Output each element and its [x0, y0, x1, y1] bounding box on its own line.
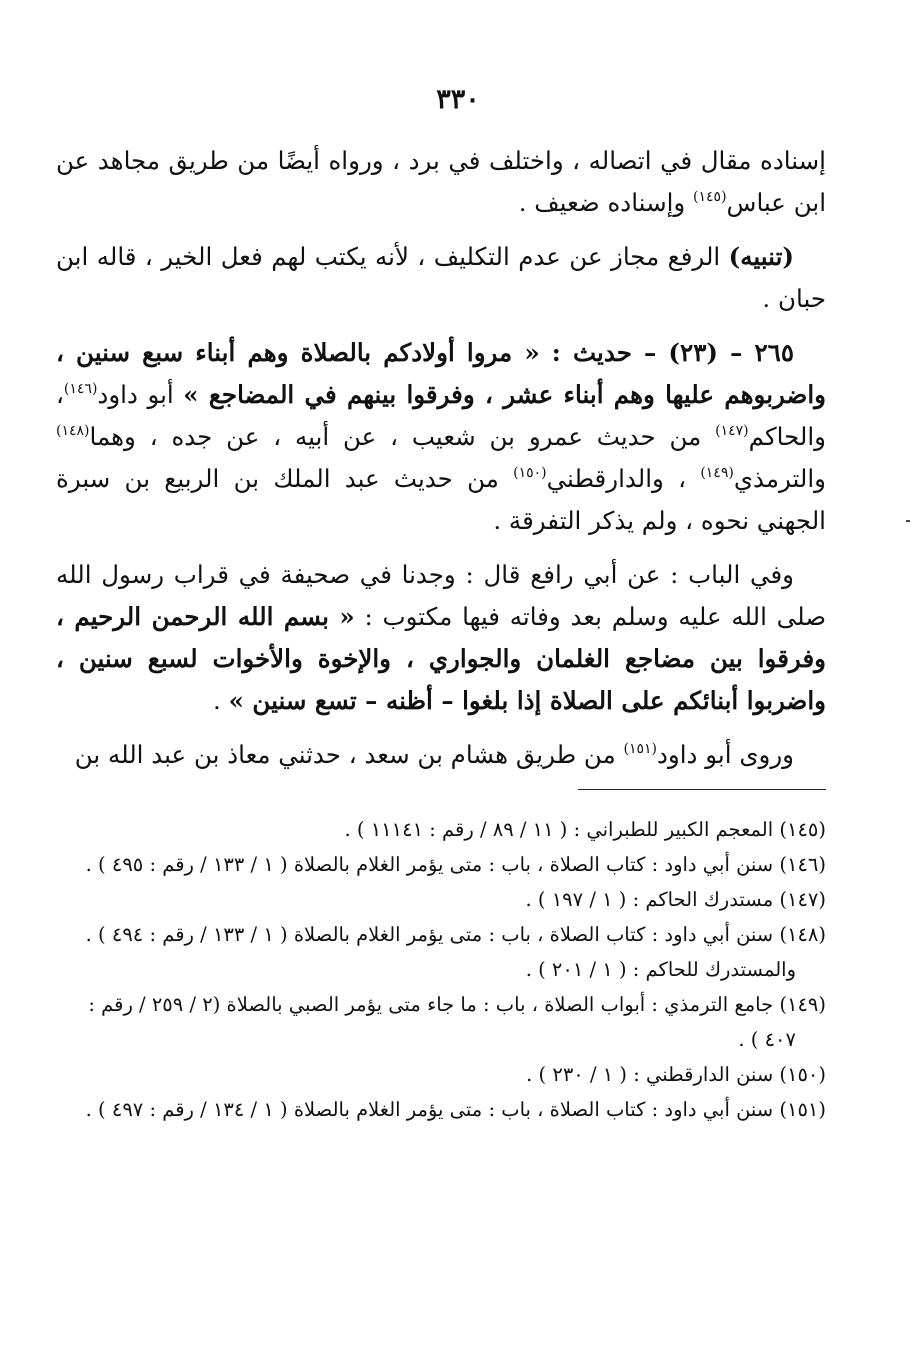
footnote-145: (١٤٥) المعجم الكبير للطبراني : ( ١١ / ٨٩ / رقم : ١١١٤١ ) . — [344, 818, 826, 841]
footnote-ref-145: (١٤٥) — [693, 189, 727, 205]
footnote-149: (١٤٩) جامع الترمذي : أبواب الصلاة ، باب : ما جاء متى يؤمر الصبي بالصلاة (٢ / ٢٥٩ / رقم : ٤٠٧ ) . — [88, 993, 826, 1051]
quoted-text: « بسم الله الرحمن الرحيم ، وفرقوا بين مضاجع الغلمان والجواري ، والإخوة والأخوات لسبع سنين ، واضربوا أبنائكم على الصلاة إذا بلغوا – أظنه – تسع سنين » — [56, 602, 826, 715]
paragraph-text: والترمذي — [733, 464, 826, 493]
main-text — [56, 140, 826, 788]
footnote-ref-151: (١٥١) — [623, 741, 657, 757]
footnote-148: (١٤٨) سنن أبي داود : كتاب الصلاة ، باب : متى يؤمر الغلام بالصلاة ( ١ / ١٣٣ / رقم : ٤٩٤ ) . — [85, 923, 826, 946]
paragraph-text: . — [213, 686, 229, 715]
paragraph-text: الرفع مجاز عن عدم التكليف ، لأنه يكتب لهم فعل الخير ، قاله ابن حبان . — [56, 242, 826, 313]
footnote-150: (١٥٠) سنن الدارقطني : ( ١ / ٢٣٠ ) . — [526, 1063, 826, 1086]
footnote-ref-148: (١٤٨) — [56, 423, 90, 439]
paragraph-text: من طريق هشام بن سعد ، حدثني معاذ بن عبد الله بن — [74, 740, 624, 769]
footnote-147: (١٤٧) مستدرك الحاكم : ( ١ / ١٩٧ ) . — [525, 888, 826, 911]
footnotes — [56, 812, 826, 1127]
footnote-148-continued: والمستدرك للحاكم : ( ١ / ٢٠١ ) . — [525, 958, 796, 981]
footnote-ref-146: (١٤٦) — [63, 381, 98, 397]
paragraph-text: إسناده مقال في اتصاله ، واختلف في برد ، ورواه أيضًا من طريق مجاهد عن ابن عباس — [56, 146, 826, 217]
footnote-separator — [578, 789, 826, 790]
hadith-heading: ٢٦٥ – (٢٣) – حديث : « مروا أولادكم بالصلاة وهم أبناء سبع سنين ، واضربوهم عليها وهم أبناء عشر ، وفرقوا بينهم في المضاجع » — [56, 338, 826, 409]
footnote-ref-150: (١٥٠) — [513, 465, 547, 481]
footnote-151: (١٥١) سنن أبي داود : كتاب الصلاة ، باب : متى يؤمر الغلام بالصلاة ( ١ / ١٣٤ / رقم : ٤٩٧ ) . — [85, 1098, 826, 1121]
paragraph-hadith-265 — [56, 332, 826, 542]
paragraph-text: ، والدارقطني — [546, 464, 701, 493]
paragraph-text: وروى أبو داود — [657, 740, 794, 769]
page-number: ٣٣٠ — [436, 84, 480, 115]
footnote-146: (١٤٦) سنن أبي داود : كتاب الصلاة ، باب : متى يؤمر الغلام بالصلاة ( ١ / ١٣٣ / رقم : ٤٩٥ ) . — [85, 853, 826, 876]
paragraph-abu-rafi — [56, 554, 826, 722]
paragraph-text: أبو داود — [97, 380, 184, 409]
footnote-ref-147: (١٤٧) — [715, 423, 749, 439]
paragraph-text: من حديث عمرو بن شعيب ، عن أبيه ، عن جده ، وهما — [89, 422, 716, 451]
footnote-ref-149: (١٤٩) — [700, 465, 734, 481]
margin-mark — [906, 520, 910, 522]
paragraph-tanbih — [56, 236, 826, 320]
paragraph-text: وفي الباب : عن أبي رافع قال : وجدنا في صحيفة في قراب رسول الله صلى الله عليه وسلم بعد وفاته فيها مكتوب : — [56, 560, 827, 631]
paragraph-text: ، والحاكم — [56, 380, 826, 451]
paragraph-isnad — [56, 140, 826, 224]
paragraph-text: وإسناده ضعيف . — [518, 188, 694, 217]
paragraph-text: من حديث عبد الملك بن الربيع بن سبرة الجهني نحوه ، ولم يذكر التفرقة . — [56, 464, 826, 535]
tanbih-label: (تنبيه) — [728, 242, 794, 271]
paragraph-abu-dawud — [56, 734, 826, 776]
